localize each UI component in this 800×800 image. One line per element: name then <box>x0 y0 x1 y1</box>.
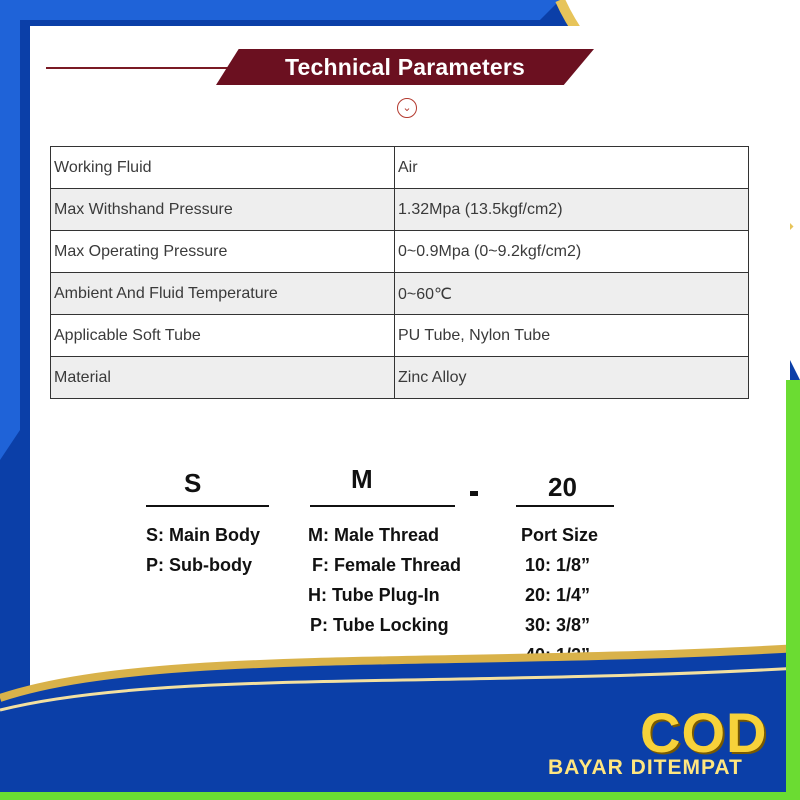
cod-badge: COD <box>640 701 768 764</box>
code-underline <box>310 505 455 507</box>
body-legend <box>146 520 260 580</box>
parameters-table <box>50 146 749 399</box>
legend-item: F: Female Thread <box>312 555 462 575</box>
code-underline <box>516 505 614 507</box>
param-key: Applicable Soft Tube <box>51 315 395 357</box>
table-row <box>51 147 749 189</box>
legend-item: H: Tube Plug-In <box>308 585 440 605</box>
legend-item: P: Tube Locking <box>310 615 449 635</box>
param-value: Zinc Alloy <box>395 357 749 399</box>
cod-subtitle: BAYAR DITEMPAT <box>548 756 743 779</box>
legend-item: 40: 1/2” <box>525 645 591 665</box>
table-row <box>51 357 749 399</box>
param-key: Max Withshand Pressure <box>51 189 395 231</box>
legend-item: 20: 1/4” <box>525 585 591 605</box>
param-key: Ambient And Fluid Temperature <box>51 273 395 315</box>
table-row <box>51 231 749 273</box>
param-value: Air <box>395 147 749 189</box>
legend-item: 10: 1/8” <box>525 555 591 575</box>
chevron-down-circle-icon[interactable]: ⌄ <box>397 98 417 118</box>
code-dash <box>470 491 478 496</box>
legend-item: Port Size <box>521 525 599 545</box>
param-value: 0~60℃ <box>395 273 749 315</box>
table-row <box>51 315 749 357</box>
param-value: 1.32Mpa (13.5kgf/cm2) <box>395 189 749 231</box>
param-value: PU Tube, Nylon Tube <box>395 315 749 357</box>
param-key: Max Operating Pressure <box>51 231 395 273</box>
legend-item: M: Male Thread <box>308 525 440 545</box>
code-port-number: 20 <box>548 472 577 502</box>
legend-item: S: Main Body <box>146 525 261 545</box>
table-row <box>51 189 749 231</box>
legend-item: 30: 3/8” <box>525 615 591 635</box>
code-underline <box>146 505 269 507</box>
param-key: Material <box>51 357 395 399</box>
legend-item: P: Sub-body <box>146 555 252 575</box>
thread-legend <box>308 520 461 640</box>
code-letter-thread: M <box>351 464 373 494</box>
param-key: Working Fluid <box>51 147 395 189</box>
green-bottom-bar <box>0 792 800 800</box>
param-value: 0~0.9Mpa (0~9.2kgf/cm2) <box>395 231 749 273</box>
code-letter-body: S <box>184 468 202 498</box>
table-row <box>51 273 749 315</box>
green-edge <box>786 380 800 800</box>
page-title: Technical Parameters <box>284 54 526 80</box>
